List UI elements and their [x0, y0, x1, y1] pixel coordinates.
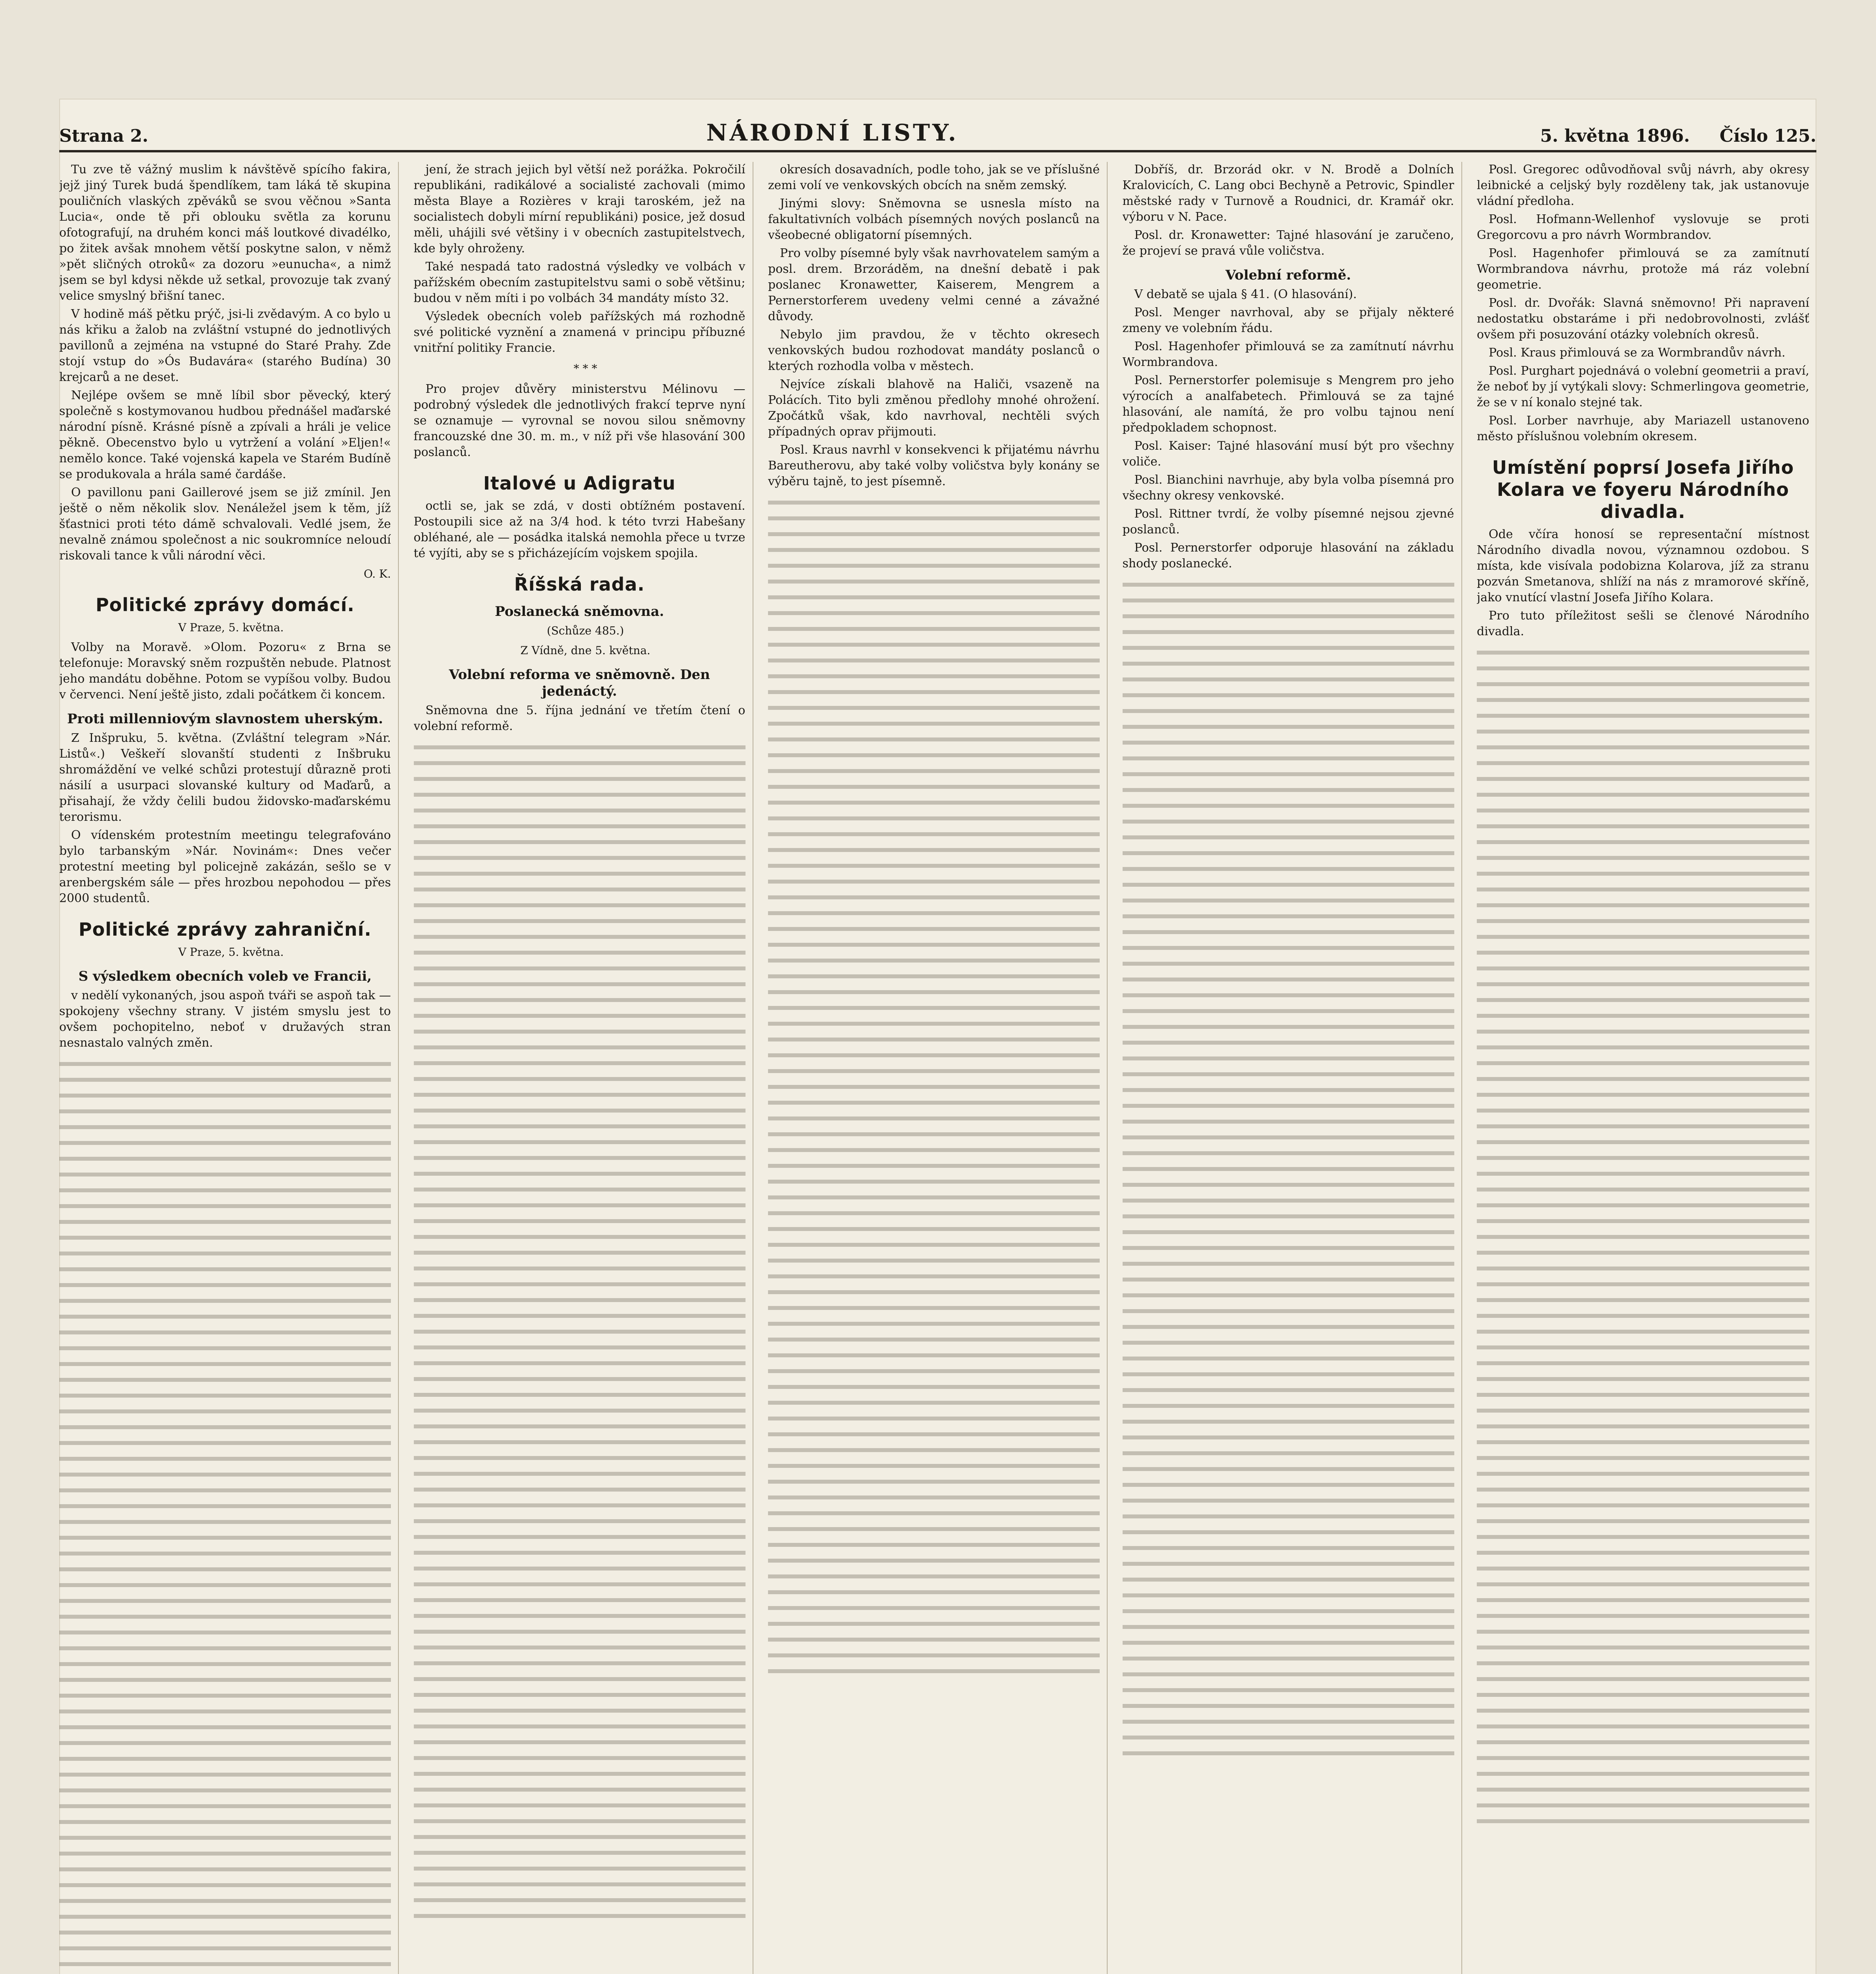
paragraph: O pavillonu pani Gaillerové jsem se již zmínil. Jen ještě o něm několik slov. Nenáležel jsem k těm, jíž šťastnici proti této dámě schvalovali. Vedlé jsem, že nevalně známou společnost a nic soukromníce neloudí riskovali tance k vůli národní věci. [59, 486, 391, 563]
paragraph: okresích dosavadních, podle toho, jak se ve příslušné zemi volí ve venkovských obcích na sněm zemský. [768, 163, 1100, 192]
paragraph: Sněmovna dne 5. října jednání ve třetím čtení o volební reformě. [413, 704, 746, 733]
section-heading: Říšská rada. [514, 574, 645, 595]
article-heading: Volební reformě. [1225, 267, 1351, 283]
paragraph: Volby na Moravě. »Olom. Pozoru« z Brna se telefonuje: Moravský sněm rozpuštěn nebude. Platnost jeho mandátu doběhne. Potom se vypíšou volby. Budou v červenci. Není ještě jisto, zdali počátkem či koncem. [59, 640, 391, 702]
paragraph: Nejlépe ovšem se mně líbil sbor pěvecký, který společně s kostymovanou hudbou přednášel maďarské národní písně. Krásné písně a zpívali a hráli je velice pěkně. Obecenstvo bylo u vytržení a volání »Eljen!« nemělo konce. Také vojenská kapela ve Starém Budíně se produkovala a hrála samé čardáše. [59, 388, 391, 481]
body-text-continuation [1477, 645, 1809, 1830]
paragraph: Pro tuto příležitost sešli se členové Národního divadla. [1477, 609, 1809, 638]
paragraph: Posl. dr. Kronawetter: Tajné hlasování je zaručeno, že projeví se pravá vůle voličstva. [1122, 228, 1454, 258]
section-heading: Politické zprávy domácí. [96, 594, 355, 615]
paragraph: v nedělí vykonaných, jsou aspoň tváři se aspoň tak — spokojeny všechny strany. V jistém smyslu jest to ovšem pochopitelno, neboť v družavých stran nesnastalo valných změn. [59, 989, 391, 1050]
body-text-continuation [414, 740, 746, 1924]
paragraph: Tu zve tě vážný muslim k návštěvě spícího fakira, jejž jiný Turek budá špendlíkem, tam láká tě skupina pouličních vlaských zpěváků se svou věčnou »Santa Lucia«, onde tě při oblouku světla za korunu ofotografují, na druhém konci máš loutkové divadélko, po žitek avšak mnohem větší poskytne salon, v němž »pět sličných otroků« za dozoru »eunucha«, a nimž jsem se byl kdysi někde už setkal, provozuje tak zvaný velice smyslný břišní tanec. [59, 163, 391, 303]
divider: * * * [573, 362, 597, 375]
paragraph: Pro volby písemné byly však navrhovatelem samým a posl. drem. Brzoráděm, na dnešní debatě i pak poslanec Kronawetter, Kaiserem, Mengrem a Pernerstorferem uvedeny velmi cenné a závažné důvody. [768, 246, 1100, 323]
paragraph: Posl. dr. Dvořák: Slavná sněmovno! Při napravení nedostatku obstaráme i při nedobrovolnosti, zvlášť ovšem při posuzování otázky volebních okresů. [1477, 296, 1809, 342]
paragraph: octli se, jak se zdá, v dosti obtížném postavení. Postoupili sice až na 3/4 hod. k této tvrzi Habešany obléhané, ale — posádka italská nemohla přece u tvrze té vyjíti, aby se s přicházejícím vojskem spojila. [413, 499, 746, 560]
masthead-right [1516, 126, 1816, 146]
dateline: (Schůze 485.) [546, 624, 624, 637]
dateline: V Praze, 5. května. [178, 946, 284, 959]
paragraph: Posl. Pernerstorfer odporuje hlasování na základu shody poslanecké. [1122, 541, 1454, 570]
paragraph: Posl. Kaiser: Tajné hlasování musí být pro všechny voliče. [1122, 439, 1454, 469]
column-3 [768, 162, 1108, 1974]
newspaper-page [59, 99, 1816, 1974]
body-text-continuation [1123, 577, 1454, 1762]
paragraph: Z Inšpruku, 5. května. (Zvláštní telegram »Nár. Listů«.) Veškeří slovanští studenti z Inšbruku shromáždění ve velké schůzi protestují důrazně proti násilí a usurpaci slovanské kultury od Maďarů, a přisahají, že vždy čelili budou židovsko-maďarskému terorismu. [59, 731, 391, 824]
paragraph: V hodině máš pětku prýč, jsi-li zvědavým. A co bylo u nás křiku a žalob na zvláštní vstupné do jednotlivých pavillonů a zejména na vstupné do Staré Prahy. Zde stojí vstup do »Ós Budavára« (starého Budína) 30 krejcarů a ne deset. [59, 307, 391, 384]
article-heading: S výsledkem obecních voleb ve Francii, [78, 968, 372, 984]
signature: O. K. [364, 567, 391, 580]
paragraph: jení, že strach jejich byl větší než porážka. Pokročilí republikáni, radikálové a socialisté zachovali (mimo města Blaye a Rozières v kraji taroském, jež na socialistech dobyli mírní republikáni) posice, jež dosud měli, uhájili své většiny i v obecních zastupitelstvech, kde byly ohroženy. [413, 163, 746, 255]
paragraph: Výsledek obecních voleb pařížských má rozhodně své politické vyznění a znamená v principu příbuzné vnitřní politiky Francie. [413, 310, 746, 355]
paragraph: Posl. Hagenhofer přimlouvá se za zamítnutí Wormbrandova návrhu, protože má ráz volební geometrie. [1477, 246, 1809, 292]
body-text-continuation [768, 495, 1100, 1679]
section-heading: Politické zprávy zahraniční. [79, 919, 372, 940]
paragraph: Posl. Menger navrhoval, aby se přijaly některé zmeny ve volebním řádu. [1122, 306, 1454, 335]
paragraph: Posl. Kraus přimlouvá se za Wormbrandův návrh. [1489, 346, 1786, 360]
paragraph: Posl. Kraus navrhl v konsekvenci k přijatému návrhu Bareutherovu, aby také volby voličstva byly konány se výběru tajně, to jest písemně. [768, 443, 1100, 488]
body-text-continuation [59, 1056, 391, 1974]
masthead-rule [59, 150, 1816, 152]
paragraph: Posl. Bianchini navrhuje, aby byla volba písemná pro všechny okresy venkovské. [1122, 473, 1454, 503]
column-4 [1123, 162, 1462, 1974]
paragraph: Také nespadá tato radostná výsledky ve volbách v pařížském obecním zastupitelstvu sami o sobě většinu; budou v něm míti i po volbách 34 mandáty místo 32. [413, 260, 746, 305]
dateline: Z Vídně, dne 5. května. [520, 644, 651, 657]
issue-number: Číslo 125. [1719, 126, 1816, 146]
section-heading: Umístění poprsí Josefa Jiřího Kolara ve foyeru Národního divadla. [1492, 457, 1794, 522]
paragraph: Posl. Hagenhofer přimlouvá se za zamítnutí návrhu Wormbrandova. [1122, 340, 1454, 369]
paragraph: Posl. Hofmann-Wellenhof vyslovuje se proti Gregorcovu a pro návrh Wormbrandov. [1477, 212, 1809, 242]
column-1 [59, 162, 399, 1974]
column-5 [1477, 162, 1816, 1974]
text-columns [59, 162, 1816, 1974]
paragraph: Ode včíra honosí se representační místnost Národního divadla novou, významnou ozdobou. S místa, kde visívala podobizna Kolarova, jíž za stranu pozván Smetanova, shlíží na nás z mramorové skříně, jako vnutící vlastní Josefa Jiřího Kolara. [1477, 527, 1809, 604]
section-heading: Italové u Adigratu [483, 473, 676, 494]
paragraph: Posl. Lorber navrhuje, aby Mariazell ustanoveno město příslušnou volebním okresem. [1477, 414, 1809, 443]
page-label: Strana 2. [59, 126, 148, 146]
dateline: V Praze, 5. května. [178, 621, 284, 634]
masthead [59, 99, 1816, 146]
paragraph: Posl. Gregorec odůvodňoval svůj návrh, aby okresy leibnické a celjský byly rozděleny tak, jak ustanovuje vládní předloha. [1477, 163, 1809, 208]
paragraph: Posl. Purghart pojednává o volební geometrii a praví, že neboť by jí vytýkali slovy: Schmerlingova geometrie, že se v ní konalo stejné tak. [1477, 364, 1809, 409]
paragraph: Posl. Pernerstorfer polemisuje s Mengrem pro jeho výrocích a analfabetech. Přimlouvá se za tajné hlasování, ale namítá, že pro volbu tajnou není předpokladem schopnost. [1122, 373, 1454, 435]
paragraph: Nebylo jim pravdou, že v těchto okresech venkovských budou rozhodovat mandáty poslanců o kterých rozhodla volba v městech. [768, 328, 1100, 373]
paragraph: Jinými slovy: Sněmovna se usnesla místo na fakultativních volbách písemných nových poslanců na všeobecné obligatorní písemných. [768, 197, 1100, 242]
paragraph: Dobříš, dr. Brzorád okr. v N. Brodě a Dolních Kralovicích, C. Lang obci Bechyně a Petrovic, Spindler městské rady v Turnově a Roudnici, dr. Kramář okr. výboru v N. Pace. [1122, 163, 1454, 224]
paragraph: V debatě se ujala § 41. (O hlasování). [1134, 287, 1357, 301]
paragraph: Nejvíce získali blahově na Haliči, vsazeně na Polácích. Tito byli změnou předlohy mnohé ohrožení. Zpočátků však, kdo navrhoval, nechtěli svých případných oprav přijmouti. [768, 377, 1100, 439]
article-heading: Proti millenniovým slavnostem uherským. [67, 711, 383, 727]
issue-date: 5. května 1896. [1540, 126, 1690, 146]
article-heading: Volební reforma ve sněmovně. Den jedenáctý. [449, 667, 710, 699]
paragraph: Pro projev důvěry ministerstvu Mélinovu — podrobný výsledek dle jednotlivých frakcí teprve nyní se oznamuje — vyrovnal se novou silou sněmovny francouzské dne 30. m. m., v níž při vše hlasování 300 poslanců. [413, 382, 746, 459]
newspaper-title: NÁRODNÍ LISTY. [706, 119, 959, 146]
column-2 [414, 162, 753, 1974]
paragraph: Posl. Rittner tvrdí, že volby písemné nejsou zjevné poslanců. [1122, 507, 1454, 537]
paragraph: O vídenském protestním meetingu telegrafováno bylo tarbanským »Nár. Novinám«: Dnes večer protestní meeting byl policejně zakázán, sešlo se v arenbergském sále — přes hrozbou nepohodou — přes 2000 studentů. [59, 828, 391, 905]
article-heading: Poslanecká sněmovna. [495, 604, 664, 619]
